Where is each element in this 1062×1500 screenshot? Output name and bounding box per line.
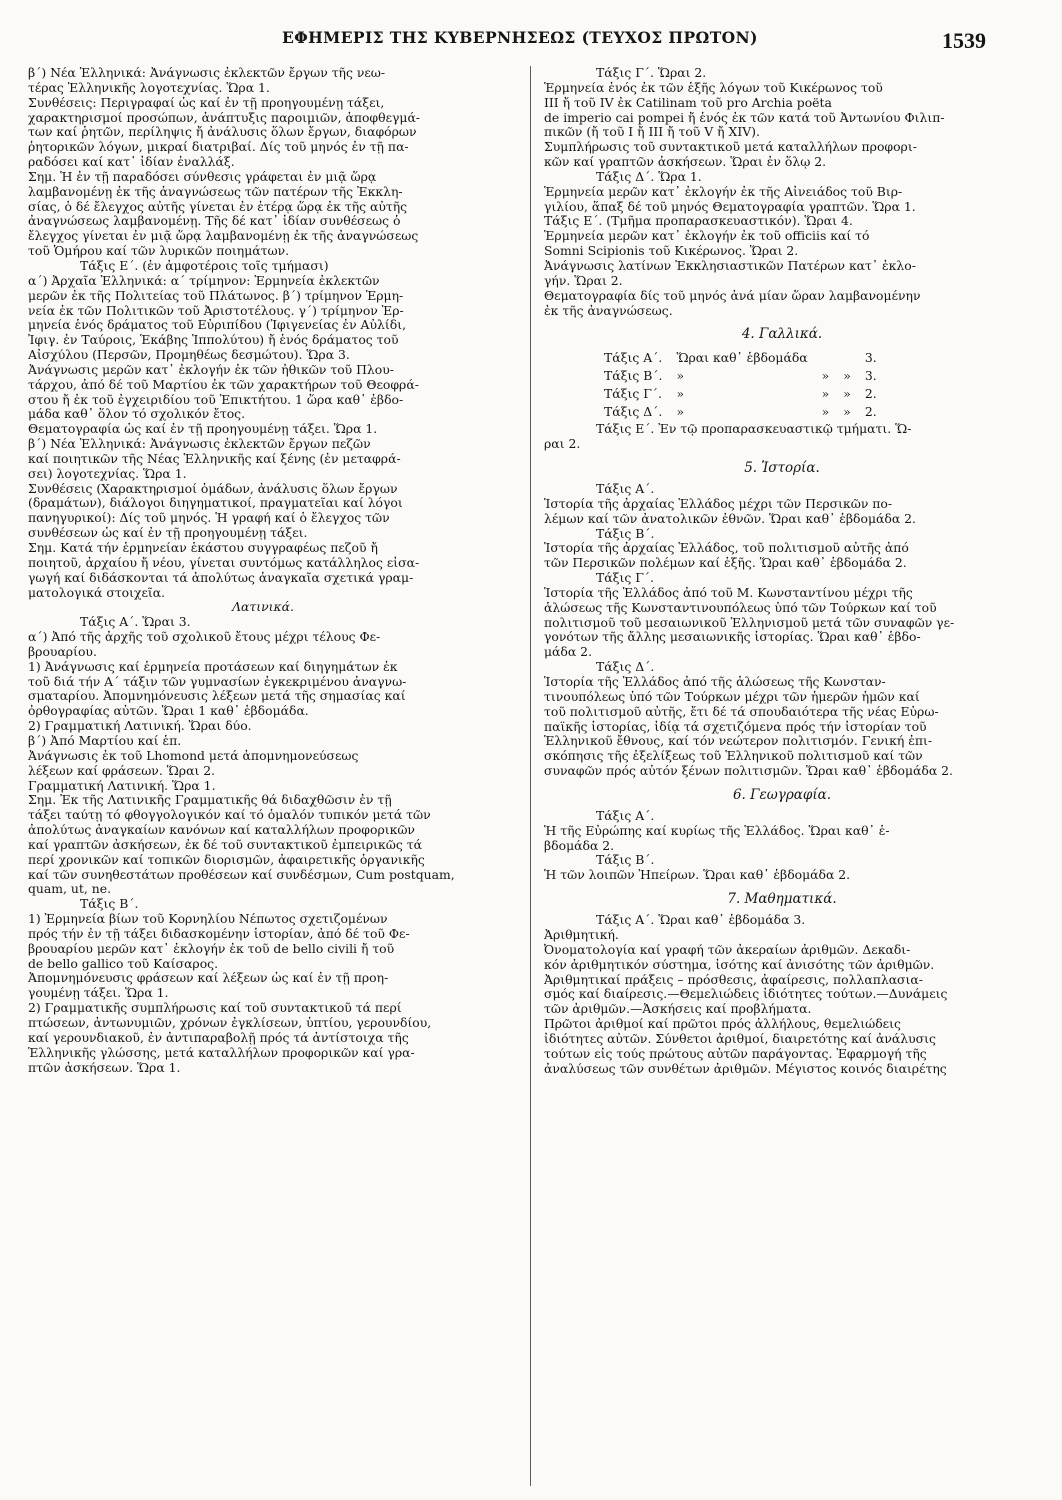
text-line: de imperio cai pompei ἤ ἑνός ἐκ τῶν κατά τοῦ Ἀντωνίου Φιλιπ- — [544, 110, 945, 125]
text-line: χαρακτηρισμοί προσώπων, ἀνάπτυξις παροιμιῶν, ἀποφθεγμά- — [28, 110, 420, 125]
french-cell-a: » — [676, 404, 685, 420]
french-cell-cls: Τάξις Γ΄. — [604, 386, 662, 402]
text-line: καί γραπτῶν ἀσκήσεων, ἐκ δέ τοῦ συντακτικοῦ ἐμπειρικῶς τά — [28, 837, 422, 852]
text-line: τοῦ διά τήν Α΄ τάξιν τῶν γυμνασίων ἐγκεκριμένου ἀναγνω- — [28, 674, 407, 689]
history-line: ἁλώσεως τῆς Κωνσταντινουπόλεως ὑπό τῶν Τούρκων καί τοῦ — [544, 600, 937, 615]
text-line: 2) Γραμματικῆς συμπλήρωσις καί τοῦ συντακτικοῦ τά περί — [28, 1001, 402, 1016]
running-title: ΕΦΗΜΕΡΙΣ ΤΗΣ ΚΥΒΕΡΝΗΣΕΩΣ (ΤΕΥΧΟΣ ΠΡΩΤΟΝ) — [282, 28, 758, 47]
geography-section — [544, 809, 1020, 883]
text-line: των καί ῥητῶν, περίληψις ἤ ἀνάλυσις ὅλων ἔργων, διαφόρων — [28, 125, 417, 140]
history-line: σκόπησις τῆς ἐξελίξεως τοῦ Ἑλληνικοῦ πολιτισμοῦ καί τῶν — [544, 749, 923, 764]
text-line: Θεματογραφία ὡς καί ἐν τῇ προηγουμένῃ τάξει. Ὥρα 1. — [28, 422, 378, 437]
french-cell-b: » — [821, 368, 830, 384]
text-line: λαμβανομένῃ ἐκ τῆς ἀναγνώσεως τῶν πατέρων τῆς Ἐκκλη- — [28, 184, 403, 199]
math-line: Ὀνοματολογία καί γραφή τῶν ἀκεραίων ἀριθμῶν. Δεκαδι- — [544, 942, 911, 957]
history-line: παϊκῆς ἱστορίας, ἰδίᾳ τά σχετιζόμενα πρός τήν ἱστορίαν τοῦ — [544, 719, 927, 734]
math-line: Πρῶτοι ἀριθμοί καί πρῶτοι πρός ἀλλήλους, θεμελιώδεις — [544, 1017, 901, 1032]
history-line: συναφῶν πρός αὐτόν ξένων πολιτισμῶν. Ὥραι καθ᾽ ἑβδομάδα 2. — [544, 764, 953, 779]
text-line: 2) Γραμματική Λατινική. Ὥραι δύο. — [28, 719, 252, 734]
text-line: σίας, ὁ δέ ἔλεγχος αὐτῆς γίνεται ἐν ἑτέρᾳ ὥρᾳ ἐκ τῆς αὐτῆς — [28, 199, 408, 214]
math-line: κόν ἀριθμητικόν σύστημα, ἰσότης καί ἀνισότης τῶν ἀριθμῶν. — [544, 957, 935, 972]
text-line: quam, ut, ne. — [28, 882, 112, 897]
text-line: πτῶν ἀσκήσεων. Ὥρα 1. — [28, 1060, 181, 1075]
history-line: Ἱστορία τῆς Ἑλλάδος ἀπό τῆς ἁλώσεως τῆς Κωνσταν- — [544, 675, 886, 689]
text-line: νεία ἐκ τῶν Πολιτικῶν τοῦ Ἀριστοτέλους. γ΄) τρίμηνον Ἑρ- — [28, 303, 404, 318]
french-cell-b — [816, 350, 836, 366]
text-line: τάρχου, ἀπό δέ τοῦ Μαρτίου ἐκ τῶν χαρακτήρων τοῦ Θεοφρά- — [28, 377, 419, 392]
french-cell-c: » — [843, 368, 851, 384]
text-line: 1) Ἑρμηνεία βίων τοῦ Κορνηλίου Νέπωτος σχετιζομένων — [28, 912, 388, 927]
text-line: ῥητορικῶν λόγων, μικραί διατριβαί. Δίς τοῦ μηνός ἐν τῇ πα- — [28, 140, 409, 155]
text-line: ματολογικά στοιχεῖα. — [28, 585, 166, 600]
text-line: Ἑλληνικῆς γλώσσης, μετά καταλλήλων προφορικῶν καί γρα- — [28, 1045, 415, 1060]
french-cell-n: 2. — [864, 404, 877, 420]
french-cell-c: » — [843, 404, 851, 420]
history-line: μάδα 2. — [544, 645, 593, 660]
text-line: α΄) Ἀρχαῖα Ἑλληνικά: α΄ τρίμηνον: Ἑρμηνεία ἐκλεκτῶν — [28, 273, 380, 288]
math-line: Ἀριθμητική. — [544, 927, 619, 942]
geography-line: Τάξις Β΄. — [596, 853, 655, 868]
history-line: Τάξις Δ΄. — [596, 660, 655, 675]
text-line: σματαρίου. Ἀπομνημόνευσις λέξεων μετά τῆς σημασίας καί — [28, 689, 406, 704]
text-line: λέξεων καί φράσεων. Ὥραι 2. — [28, 763, 216, 778]
history-line: λέμων καί τῶν ἀνατολικῶν ἐθνῶν. Ὥραι καθ᾽ ἑβδομάδα 2. — [544, 511, 916, 526]
math-line: Ἀριθμητικαί πράξεις – πρόσθεσις, ἀφαίρεσις, πολλαπλασια- — [544, 972, 923, 987]
text-line: Ἀνάγνωσις ἐκ τοῦ Lhomond μετά ἀπομνημονεύσεως — [28, 748, 359, 763]
history-line: τοῦ πολιτισμοῦ αὐτῆς, ἔτι δέ τά σπουδαιότερα τῆς νέας Εὐρω- — [544, 704, 939, 719]
text-line: ἐκ τῆς ἀναγνώσεως. — [544, 303, 673, 318]
column-divider — [530, 66, 531, 1486]
text-line: Τάξις Ε΄. (ἐν ἀμφοτέροις τοῖς τμήμασι) — [80, 258, 329, 273]
text-line: III ἤ τοῦ IV ἐκ Catilinam τοῦ pro Archia poëta — [544, 95, 832, 110]
text-line: μηνεία ἑνός δράματος τοῦ Εὐριπίδου (Ἰφιγενείας ἐν Αὐλίδι, — [28, 318, 407, 333]
french-note-cont: ραι 2. — [544, 437, 581, 452]
math-line: τούτων εἰς τούς πρώτους αὐτῶν παράγοντας. Ἐφαρμογή τῆς — [544, 1046, 927, 1061]
text-line: Συνθέσεις: Περιγραφαί ὡς καί ἐν τῇ προηγουμένῃ τάξει, — [28, 95, 385, 110]
history-line: Ἑλληνικοῦ ἔθνους, καί τόν νεώτερον πολιτισμόν. Γενική ἐπι- — [544, 734, 933, 749]
text-line: γουμένῃ τάξει. Ὥρα 1. — [28, 986, 169, 1001]
math-line: Τάξις Α΄. Ὥραι καθ᾽ ἑβδομάδα 3. — [596, 913, 806, 928]
math-line: ἰδιότητες αὐτῶν. Σύνθετοι ἀριθμοί, διαιρετότης καί ἀνάλυσις — [544, 1031, 936, 1046]
geography-line: Ἡ τῆς Εὐρώπης καί κυρίως τῆς Ἑλλάδος. Ὥραι καθ᾽ ἑ- — [544, 823, 890, 838]
left-column — [28, 66, 498, 1075]
history-line: Ἱστορία τῆς ἀρχαίας Ἑλλάδος μέχρι τῶν Περσικῶν πο- — [544, 496, 893, 511]
text-line: γιλίου, ἅπαξ δέ τοῦ μηνός Θεματογραφία γραπτῶν. Ὥρα 1. — [544, 199, 916, 214]
french-cell-n: 3. — [864, 350, 877, 366]
history-line: γονότων τῆς ἄλλης μεσαιωνικῆς ἱστορίας. Ὥραι καθ᾽ ἑβδο- — [544, 630, 921, 645]
french-cell-a: » — [676, 386, 685, 402]
text-line: 1) Ἀνάγνωσις καί ἑρμηνεία προτάσεων καί διηγημάτων ἐκ — [28, 659, 398, 674]
text-line: Ἀνάγνωσις μερῶν κατ᾽ ἐκλογήν ἐκ τῶν ἠθικῶν τοῦ Πλου- — [28, 362, 394, 377]
text-line: τάξει ταύτῃ τό φθογγολογικόν καί τό ὁμαλόν τυπικόν μετά τῶν — [28, 808, 431, 823]
text-line: στου ἤ ἐκ τοῦ ἐγχειριδίου τοῦ Ἐπικτήτου. 1 ὥρα καθ᾽ ἑβδο- — [28, 392, 404, 407]
french-row — [598, 350, 883, 366]
page-header — [0, 28, 1062, 58]
text-line: Τάξις Ε΄. (Τμῆμα προπαρασκευαστικόν). Ὥραι 4. — [544, 214, 853, 229]
text-line: Τάξις Β΄. — [80, 897, 139, 912]
history-line: Τάξις Α΄. — [596, 482, 655, 497]
french-row — [598, 404, 883, 420]
geography-line: βδομάδα 2. — [544, 838, 615, 853]
french-cell-a: Ὥραι καθ᾽ ἑβδομάδα — [676, 350, 808, 366]
math-line: τῶν ἀριθμῶν.—Ἀσκήσεις καί προβλήματα. — [544, 1002, 812, 1017]
text-line: μάδα καθ᾽ ὅλον τό σχολικόν ἔτος. — [28, 407, 246, 422]
history-line: τῶν Περσικῶν πολέμων καί ἑξῆς. Ὥραι καθ᾽ ἑβδομάδα 2. — [544, 556, 907, 571]
math-section — [544, 913, 1020, 1076]
text-line: ποιητοῦ, ἀρχαίου ἤ νέου, γίνεται συντόμως κατάλληλος εἰσα- — [28, 555, 420, 570]
text-line: ραδόσει καί κατ᾽ ἰδίαν ἐναλλάξ. — [28, 155, 235, 170]
french-cell-c: » — [843, 386, 851, 402]
text-line: ἀπολύτως ἀναγκαίων κανόνων καί καταλλήλων προφορικῶν — [28, 823, 415, 838]
text-line: πανηγυρικοί): Δίς τοῦ μηνός. Ἡ γραφή καί ὁ ἔλεγχος τῶν — [28, 511, 390, 526]
text-line: Ἀπομνημόνευσις φράσεων καί λέξεων ὡς καί ἐν τῇ προη- — [28, 971, 389, 986]
text-line: Θεματογραφία δίς τοῦ μηνός ἀνά μίαν ὥραν λαμβανομένην — [544, 288, 921, 303]
text-line: πτώσεων, ἀντωνυμιῶν, χρόνων ἐγκλίσεων, ὑπτίου, γερουνδίου, — [28, 1016, 432, 1030]
french-cell-n: 2. — [864, 386, 877, 402]
math-line: σμός καί διαίρεσις.—Θεμελιώδεις ἰδιότητες τούτων.—Δυνάμεις — [544, 987, 948, 1002]
french-cell-cls: Τάξις Α΄. — [604, 350, 663, 366]
history-line: πολιτισμοῦ τοῦ μεσαιωνικοῦ Ἑλληνισμοῦ μετά τῶν συναφῶν γε- — [544, 615, 955, 630]
text-line: Λατινικά. — [232, 600, 294, 615]
history-line: Ἱστορία τῆς ἀρχαίας Ἑλλάδος, τοῦ πολιτισμοῦ αὐτῆς ἀπό — [544, 541, 909, 556]
text-line: Τάξις Δ΄. Ὥρα 1. — [596, 169, 702, 184]
french-cell-b: » — [821, 404, 830, 420]
page-number: 1539 — [942, 28, 986, 53]
text-line: καί γερουνδιακοῦ, ἐν ἀντιπαραβολῇ πρός τά ἀντίστοιχα τῆς — [28, 1030, 409, 1045]
text-line: σει) λογοτεχνίας. Ὥρα 1. — [28, 466, 187, 481]
section-heading-history: 5. Ἱστορία. — [744, 460, 820, 477]
history-line: τινουπόλεως ὑπό τῶν Τούρκων μέχρι τῶν ἡμερῶν ἡμῶν καί — [544, 689, 920, 704]
section-heading-geography: 6. Γεωγραφία. — [732, 786, 832, 803]
section-heading-math: 7. Μαθηματικά. — [727, 891, 837, 908]
text-line: τέρας Ἑλληνικῆς λογοτεχνίας. Ὥρα 1. — [28, 80, 270, 95]
text-line: Ἑρμηνεία μερῶν κατ᾽ ἐκλογήν ἐκ τῆς Αἰνειάδος τοῦ Βιρ- — [544, 184, 903, 199]
text-line: Ἑρμηνεία ἑνός ἐκ τῶν ἑξῆς λόγων τοῦ Κικέρωνος τοῦ — [544, 80, 883, 95]
text-line: (δραμάτων), διάλογοι διηγηματικοί, πραγματεῖαι καί λόγοι — [28, 496, 403, 511]
text-line: Συμπλήρωσις τοῦ συντακτικοῦ μετά καταλλήλων προφορι- — [544, 140, 917, 155]
text-line: Σημ. Ἡ ἐν τῇ παραδόσει σύνθεσις γράφεται ἐν μιᾷ ὥρᾳ — [28, 169, 377, 184]
text-line: Αἰσχύλου (Περσῶν, Προμηθέως δεσμώτου). Ὥρα 3. — [28, 348, 350, 363]
text-line: βρουαρίου. — [28, 644, 97, 659]
text-line: καί ποιητικῶν τῆς Νέας Ἑλληνικῆς καί ξένης (ἐν μεταφρά- — [28, 451, 401, 466]
french-hours-table — [596, 348, 885, 422]
text-line: Συνθέσεις (Χαρακτηρισμοί ὁμάδων, ἀνάλυσις ὅλων ἔργων — [28, 481, 398, 496]
text-line: Τάξις Γ΄. Ὥραι 2. — [596, 66, 707, 80]
text-line: Τάξις Α΄. Ὥραι 3. — [80, 615, 191, 630]
math-line: ἀναλύσεως τῶν συνθέτων ἀριθμῶν. Μέγιστος κοινός διαιρέτης — [544, 1061, 947, 1076]
text-line: β΄) Νέα Ἑλληνικά: Ἀνάγνωσις ἐκλεκτῶν ἔργων τῆς νεω- — [28, 66, 386, 80]
french-cell-a: » — [676, 368, 685, 384]
french-row — [598, 386, 883, 402]
french-note: Τάξις Ε΄. Ἐν τῷ προπαρασκευαστικῷ τμήματι. Ὥ- — [596, 422, 912, 437]
geography-line: Τάξις Α΄. — [596, 808, 655, 823]
text-line: α΄) Ἀπό τῆς ἀρχῆς τοῦ σχολικοῦ ἔτους μέχρι τέλους Φε- — [28, 630, 381, 645]
french-cell-c — [837, 350, 857, 366]
history-line: Ἱστορία τῆς Ἑλλάδος ἀπό τοῦ Μ. Κωνσταντίνου μέχρι τῆς — [544, 585, 913, 600]
french-cell-b: » — [821, 386, 830, 402]
text-line: β΄) Νέα Ἑλληνικά: Ἀνάγνωσις ἐκλεκτῶν ἔργων πεζῶν — [28, 437, 371, 452]
french-row — [598, 368, 883, 384]
history-line: Τάξις Γ΄. — [596, 571, 654, 586]
text-line: γωγή καί διδάσκονται τά ἀπολύτως ἀναγκαῖα σχετικά γραμ- — [28, 570, 414, 585]
text-line: καί τῶν συνηθεστάτων προθέσεων καί συνδέσμων, Cum postquam, — [28, 867, 455, 882]
text-line: περί χρονικῶν καί τοπικῶν διορισμῶν, ἀφαιρετικῆς ὀργανικῆς — [28, 852, 425, 867]
text-line: Σημ. Ἐκ τῆς Λατινικῆς Γραμματικῆς θά διδαχθῶσιν ἐν τῇ — [28, 793, 392, 808]
text-line: Ἑρμηνεία μερῶν κατ᾽ ἐκλογήν ἐκ τοῦ officiis καί τό — [544, 229, 870, 244]
text-line: Ἰφιγ. ἐν Ταύροις, Ἑκάβης Ἱππολύτου) ἤ ἑνός δράματος τοῦ — [28, 333, 399, 348]
text-line: Γραμματική Λατινική. Ὥρα 1. — [28, 778, 216, 793]
french-cell-n: 3. — [864, 368, 877, 384]
text-line: ἔλεγχος γίνεται ἐν μιᾷ ὥρᾳ λαμβανομένῃ ἐκ τῆς ἀναγνώσεως — [28, 229, 419, 244]
text-line: κῶν καί γραπτῶν ἀσκήσεων. Ὥραι ἐν ὅλῳ 2. — [544, 155, 827, 170]
text-line: βρουαρίου μερῶν κατ᾽ ἐκλογήν ἐκ τοῦ de bello civili ἤ τοῦ — [28, 941, 395, 956]
text-line: γήν. Ὥραι 2. — [544, 273, 623, 288]
latin-continued — [544, 66, 1020, 318]
french-cell-cls: Τάξις Β΄. — [604, 368, 663, 384]
text-line: ὀρθογραφίας αὐτῶν. Ὥραι 1 καθ᾽ ἑβδομάδα. — [28, 704, 309, 719]
right-column — [544, 66, 1020, 1076]
text-line: πικῶν (ἤ τοῦ I ἤ III ἤ τοῦ V ἤ XIV). — [544, 125, 760, 140]
text-line: τοῦ Ὁμήρου καί τῶν λυρικῶν ποιημάτων. — [28, 244, 290, 259]
text-line: Ἀνάγνωσις λατίνων Ἐκκλησιαστικῶν Πατέρων κατ᾽ ἐκλο- — [544, 258, 916, 273]
french-cell-cls: Τάξις Δ΄. — [604, 404, 663, 420]
section-heading-french: 4. Γαλλικά. — [741, 326, 823, 343]
text-line: Σημ. Κατά τήν ἑρμηνείαν ἑκάστου συγγραφέως πεζοῦ ἤ — [28, 541, 378, 555]
text-line: de bello gallico τοῦ Καίσαρος. — [28, 956, 219, 971]
text-line: Somni Scipionis τοῦ Κικέρωνος. Ὥραι 2. — [544, 244, 799, 259]
text-line: μερῶν ἐκ τῆς Πολιτείας τοῦ Πλάτωνος. β΄) τρίμηνον Ἑρμη- — [28, 288, 404, 303]
geography-line: Ἡ τῶν λοιπῶν Ἠπείρων. Ὥραι καθ᾽ ἑβδομάδα 2. — [544, 868, 851, 883]
text-line: ἀναγνώσεως λαμβανομένῃ. Τῆς δέ κατ᾽ ἰδίαν συνθέσεως ὁ — [28, 214, 401, 229]
text-line: πρός τήν ἐν τῇ τάξει διδασκομένην ἱστορίαν, ἀπό δέ τοῦ Φε- — [28, 926, 410, 941]
history-line: Τάξις Β΄. — [596, 526, 655, 541]
text-line: συνθέσεων ὡς καί ἐν τῇ προηγουμένῃ τάξει. — [28, 526, 308, 541]
text-line: β΄) Ἀπό Μαρτίου καί ἑπ. — [28, 733, 182, 748]
history-section — [544, 482, 1020, 779]
